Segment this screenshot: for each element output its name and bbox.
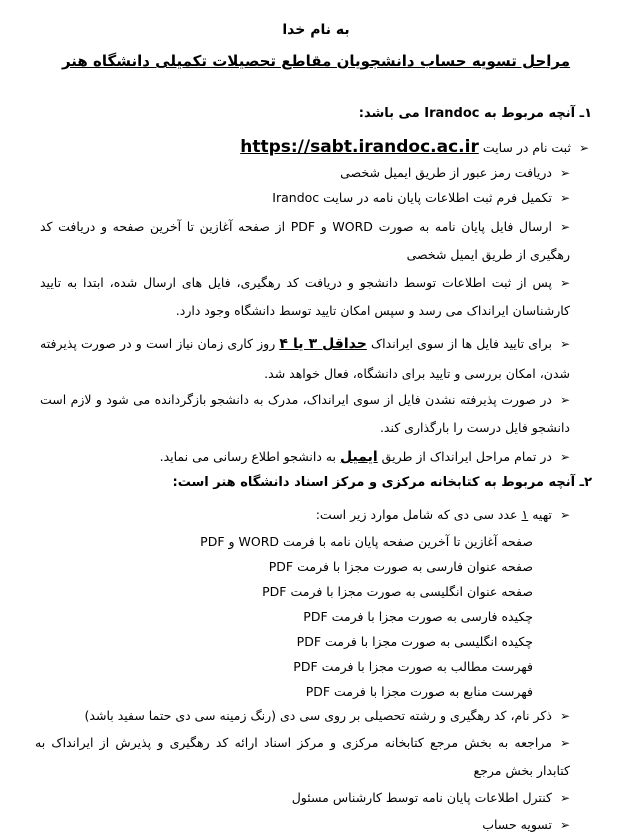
cd-content-item: صفحه آغازین تا آخرین صفحه پایان نامه با فرمت WORD و PDF bbox=[200, 534, 533, 549]
arrowhead-bullet-icon: ➢ bbox=[559, 709, 570, 723]
cd-content-item: چکیده انگلیسی به صورت مجزا با فرمت PDF bbox=[296, 634, 533, 649]
arrowhead-bullet-icon: ➢ bbox=[559, 276, 570, 290]
cd-content-item: صفحه عنوان فارسی به صورت مجزا با فرمت PDF bbox=[268, 559, 533, 574]
list-item: ➢ذکر نام، کد رهگیری و رشته تحصیلی بر روی سی دی (رنگ زمینه سی دی حتما سفید باشد) bbox=[85, 702, 570, 730]
list-item: ➢در صورت پذیرفته نشدن فایل از سوی ایرانداک، مدرک به دانشجو بازگردانده می شود و لازم است دانشجو فایل درست را بارگذاری کند. bbox=[40, 386, 570, 442]
arrowhead-bullet-icon: ➢ bbox=[559, 736, 570, 750]
arrowhead-bullet-icon: ➢ bbox=[578, 141, 589, 155]
register-link[interactable]: https://sabt.irandoc.ac.ir bbox=[240, 137, 479, 157]
list-item-approval: ➢برای تایید فایل ها از سوی ایرانداک حداقل ۳ یا ۴ روز کاری زمان نیاز است و در صورت پذیرفته شدن، امکان بررسی و تایید برای دانشگاه، فعال خواهد شد. bbox=[40, 329, 570, 388]
list-item: ➢ارسال فایل پایان نامه به صورت WORD و PDF از صفحه آغازین تا آخرین صفحه و دریافت کد رهگیری از طریق ایمیل شخصی bbox=[40, 213, 570, 269]
cd-content-item: فهرست منابع به صورت مجزا با فرمت PDF bbox=[305, 684, 533, 699]
list-item: ➢پس از ثبت اطلاعات توسط دانشجو و دریافت کد رهگیری، فایل های ارسال شده، ابتدا به تایید کارشناسان ایرانداک می رسد و سپس امکان تایید توسط دانشگاه وجود دارد. bbox=[40, 269, 570, 325]
arrowhead-bullet-icon: ➢ bbox=[559, 791, 570, 805]
list-item-notify: ➢در تمام مراحل ایرانداک از طریق ایمیل به دانشجو اطلاع رسانی می نماید. bbox=[160, 443, 570, 471]
arrowhead-bullet-icon: ➢ bbox=[559, 450, 570, 464]
emphasis-email: ایمیل bbox=[340, 449, 378, 465]
arrowhead-bullet-icon: ➢ bbox=[559, 818, 570, 832]
list-item: ➢تسویه حساب bbox=[482, 811, 570, 839]
section2-heading: ۲ـ آنچه مربوط به کتابخانه مرکزی و مرکز اسناد دانشگاه هنر است: bbox=[172, 475, 592, 490]
emphasis-duration: حداقل ۳ یا ۴ bbox=[279, 336, 367, 352]
basmala: به نام خدا bbox=[282, 22, 350, 38]
page-title: مراحل تسویه حساب دانشجویان مقاطع تحصیلات تکمیلی دانشگاه هنر bbox=[61, 52, 571, 70]
arrowhead-bullet-icon: ➢ bbox=[559, 337, 571, 351]
cd-content-item: فهرست مطالب به صورت مجزا با فرمت PDF bbox=[293, 659, 533, 674]
arrowhead-bullet-icon: ➢ bbox=[559, 508, 570, 522]
list-item: ➢مراجعه به بخش مرجع کتابخانه مرکزی و مرکز اسناد ارائه کد رهگیری و پذیرش از ایرانداک به کتابدار بخش مرجع bbox=[35, 729, 570, 785]
arrowhead-bullet-icon: ➢ bbox=[559, 393, 570, 407]
section1-heading: ۱ـ آنچه مربوط به Irandoc می باشد: bbox=[358, 106, 592, 121]
cd-content-item: صفحه عنوان انگلیسی به صورت مجزا با فرمت PDF bbox=[262, 584, 533, 599]
arrowhead-bullet-icon: ➢ bbox=[559, 166, 570, 180]
list-item: ➢کنترل اطلاعات پایان نامه توسط کارشناس مسئول bbox=[292, 784, 570, 812]
list-item-cd: ➢تهیه ۱ عدد سی دی که شامل موارد زیر است: bbox=[316, 501, 570, 529]
arrowhead-bullet-icon: ➢ bbox=[559, 220, 570, 234]
list-item: ➢تکمیل فرم ثبت اطلاعات پایان نامه در سایت Irandoc bbox=[272, 184, 570, 212]
cd-content-item: چکیده فارسی به صورت مجزا با فرمت PDF bbox=[303, 609, 533, 624]
arrowhead-bullet-icon: ➢ bbox=[559, 191, 570, 205]
list-item-register: ➢ثبت نام در سایت https://sabt.irandoc.ac.ir bbox=[240, 133, 589, 162]
list-item: ➢دریافت رمز عبور از طریق ایمیل شخصی bbox=[340, 159, 570, 187]
